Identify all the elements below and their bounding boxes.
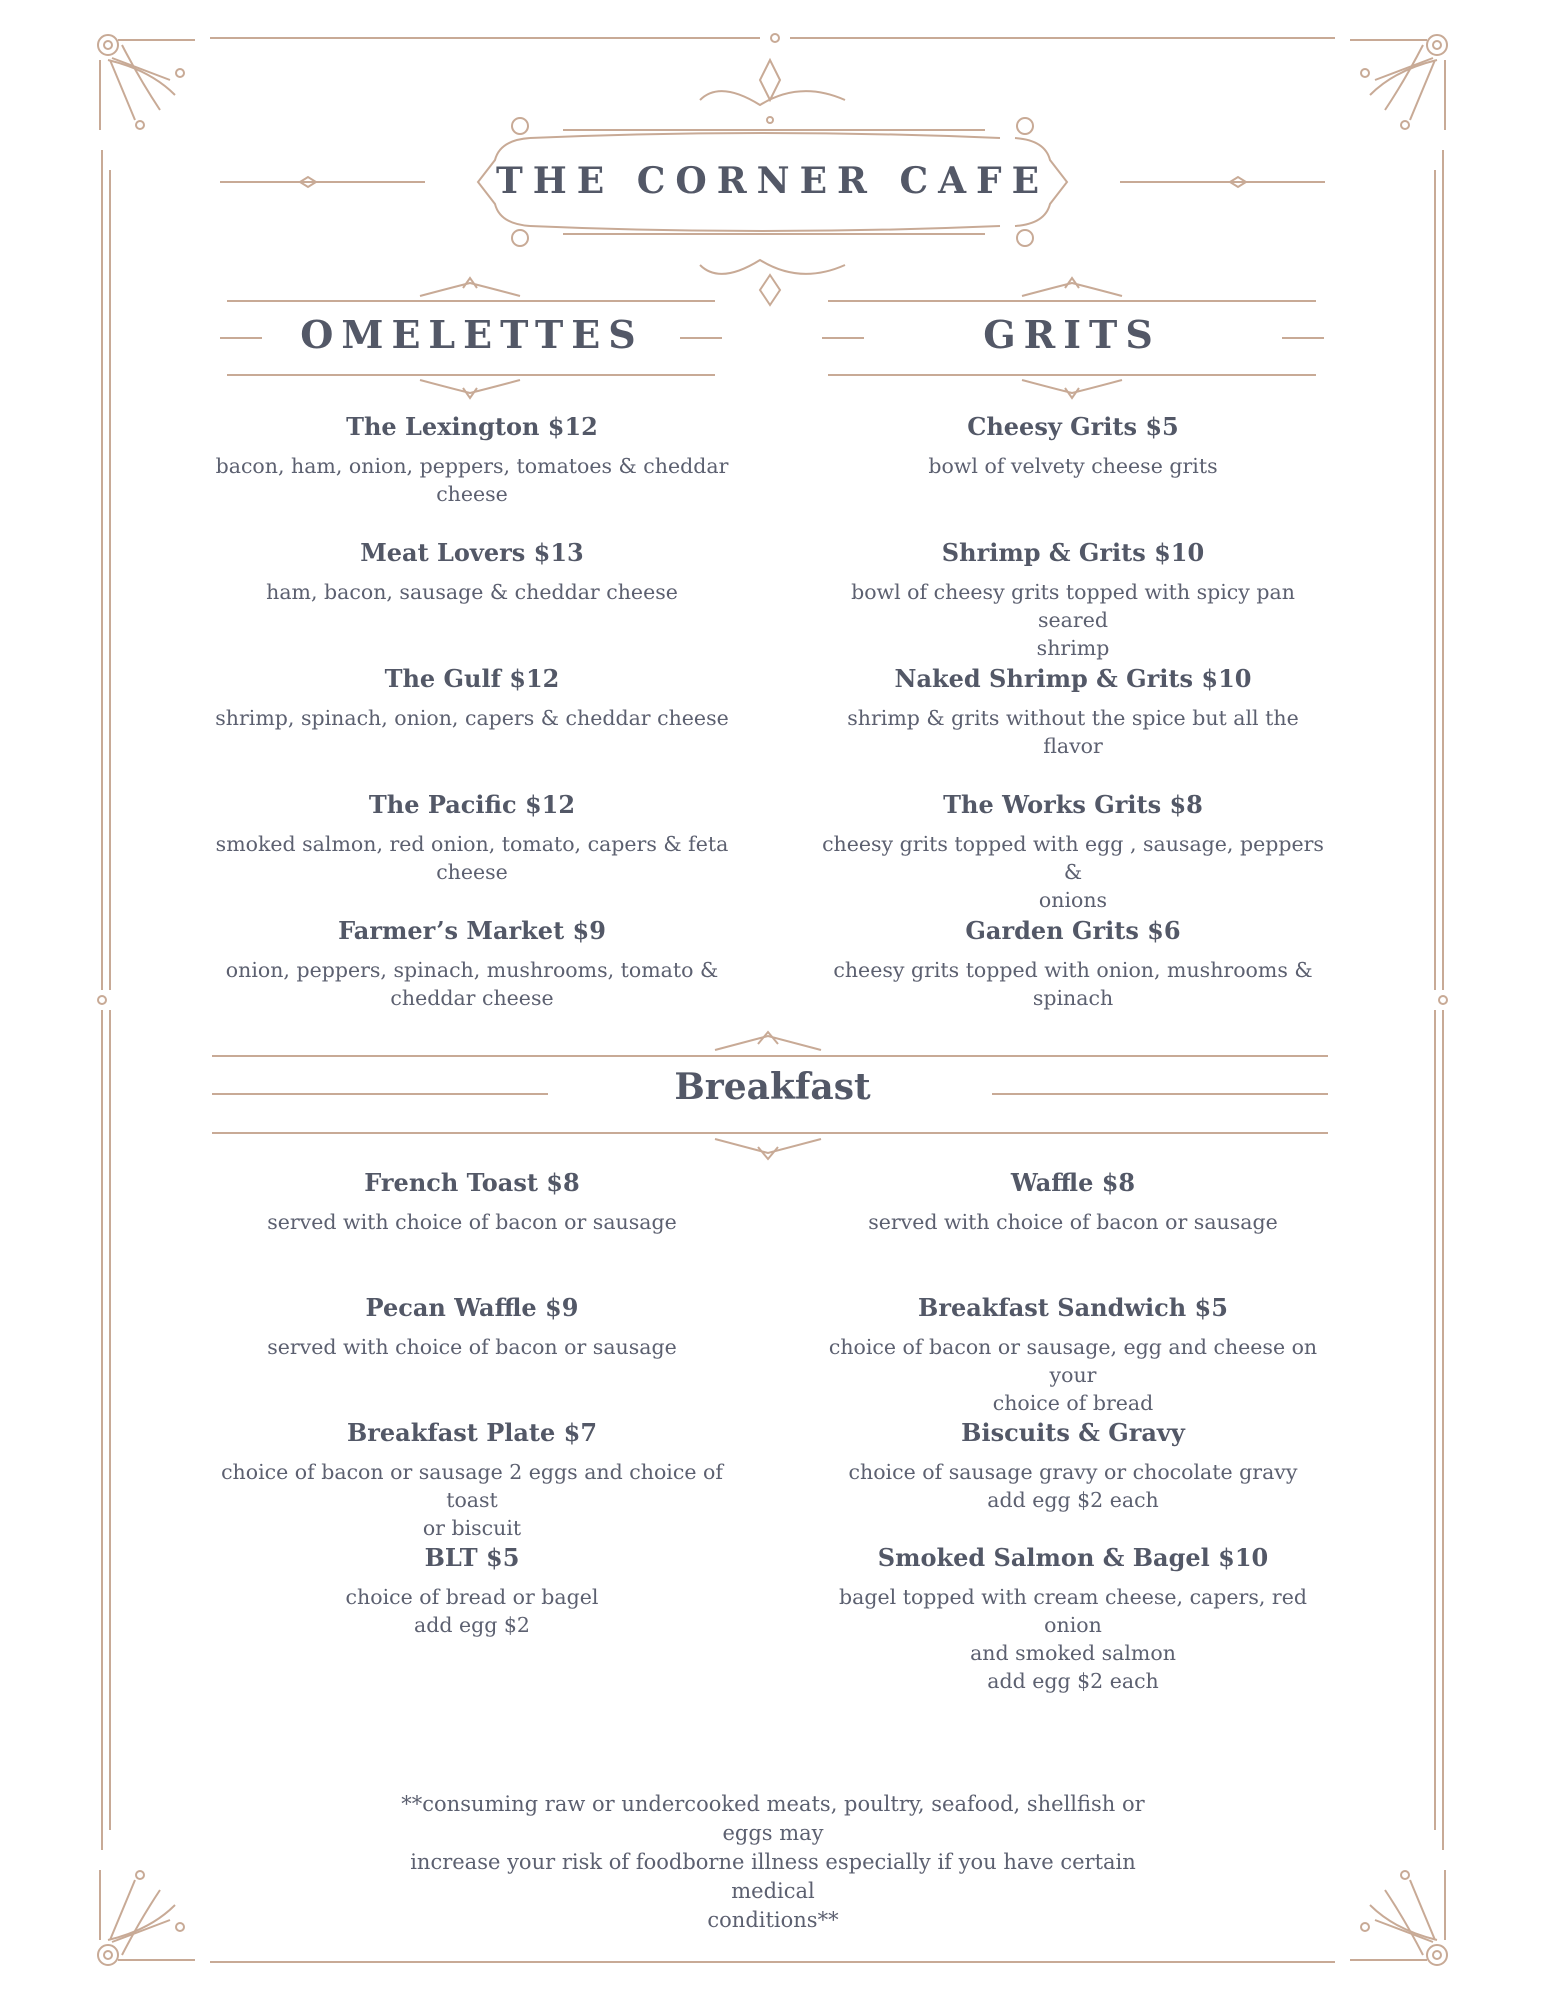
item-description: served with choice of bacon or sausage [267,1335,677,1359]
item-description: choice of sausage gravy or chocolate gravy add egg $2 each [848,1460,1298,1512]
item-name: Pecan Waffle $9 [365,1293,579,1322]
menu-item [214,790,730,886]
menu-item [214,916,730,1012]
item-description: choice of bacon or sausage 2 eggs and choice of toast or biscuit [221,1460,723,1540]
item-description: cheesy grits topped with egg , sausage, peppers & onions [822,832,1324,912]
item-description: bowl of cheesy grits topped with spicy pan seared shrimp [851,580,1295,660]
item-name: The Gulf $12 [384,664,560,693]
menu-item [815,538,1331,662]
item-description: onion, peppers, spinach, mushrooms, tomato & cheddar cheese [225,958,719,1010]
item-name: Meat Lovers $13 [360,538,584,567]
item-name: The Works Grits $8 [943,790,1203,819]
item-description: smoked salmon, red onion, tomato, capers & feta cheese [215,832,729,884]
item-name: Garden Grits $6 [965,916,1181,945]
item-description: shrimp & grits without the spice but all the flavor [847,706,1299,758]
item-description: bagel topped with cream cheese, capers, red onion and smoked salmon add egg $2 each [839,1585,1307,1693]
item-description: choice of bacon or sausage, egg and cheese on your choice of bread [828,1335,1318,1415]
item-description: choice of bread or bagel add egg $2 [345,1585,599,1637]
menu-item [815,1168,1331,1236]
menu-item [214,1168,730,1236]
corner-ornament-bottom-left [98,1870,195,1965]
menu-item [214,538,730,606]
item-description: shrimp, spinach, onion, capers & cheddar cheese [215,706,729,730]
item-description: served with choice of bacon or sausage [267,1210,677,1234]
menu-item [815,1543,1331,1695]
menu-item [815,916,1331,1012]
corner-ornament-top-left [98,35,195,130]
item-name: Shrimp & Grits $10 [941,538,1205,567]
menu-item [815,1293,1331,1417]
menu-item [815,412,1331,480]
food-safety-notice [385,1790,1161,1935]
item-name: Farmer’s Market $9 [338,916,606,945]
item-name: Biscuits & Gravy [961,1418,1185,1447]
omelettes-heading: OMELETTES [300,312,644,357]
item-name: The Pacific $12 [368,790,576,819]
item-description: ham, bacon, sausage & cheddar cheese [266,580,678,604]
item-name: Breakfast Sandwich $5 [918,1293,1228,1322]
grits-heading: GRITS [983,312,1161,357]
menu-item [815,790,1331,914]
corner-ornament-top-right [1350,35,1447,130]
menu-item [214,1543,730,1639]
menu-item [214,412,730,508]
item-name: Waffle $8 [1010,1168,1136,1197]
menu-item [815,1418,1331,1514]
menu-item [214,1418,730,1542]
item-name: BLT $5 [424,1543,520,1572]
item-name: French Toast $8 [364,1168,580,1197]
item-name: Smoked Salmon & Bagel $10 [877,1543,1269,1572]
cafe-title: THE CORNER CAFE [495,160,1050,202]
item-description: served with choice of bacon or sausage [868,1210,1278,1234]
item-description: cheesy grits topped with onion, mushrooms & spinach [833,958,1313,1010]
item-description: bowl of velvety cheese grits [928,454,1218,478]
menu-item [815,664,1331,760]
breakfast-heading: Breakfast [674,1066,871,1108]
item-name: Cheesy Grits $5 [967,412,1179,441]
item-name: The Lexington $12 [346,412,598,441]
item-description: bacon, ham, onion, peppers, tomatoes & cheddar cheese [215,454,729,506]
menu-item [214,664,730,732]
menu-item [214,1293,730,1361]
item-name: Naked Shrimp & Grits $10 [894,664,1252,693]
corner-ornament-bottom-right [1350,1870,1447,1965]
item-name: Breakfast Plate $7 [346,1418,598,1447]
food-safety-notice-text: **consuming raw or undercooked meats, poultry, seafood, shellfish or eggs may increase your risk of foodborne illness especially if you have certain medical conditions** [401,1792,1145,1932]
